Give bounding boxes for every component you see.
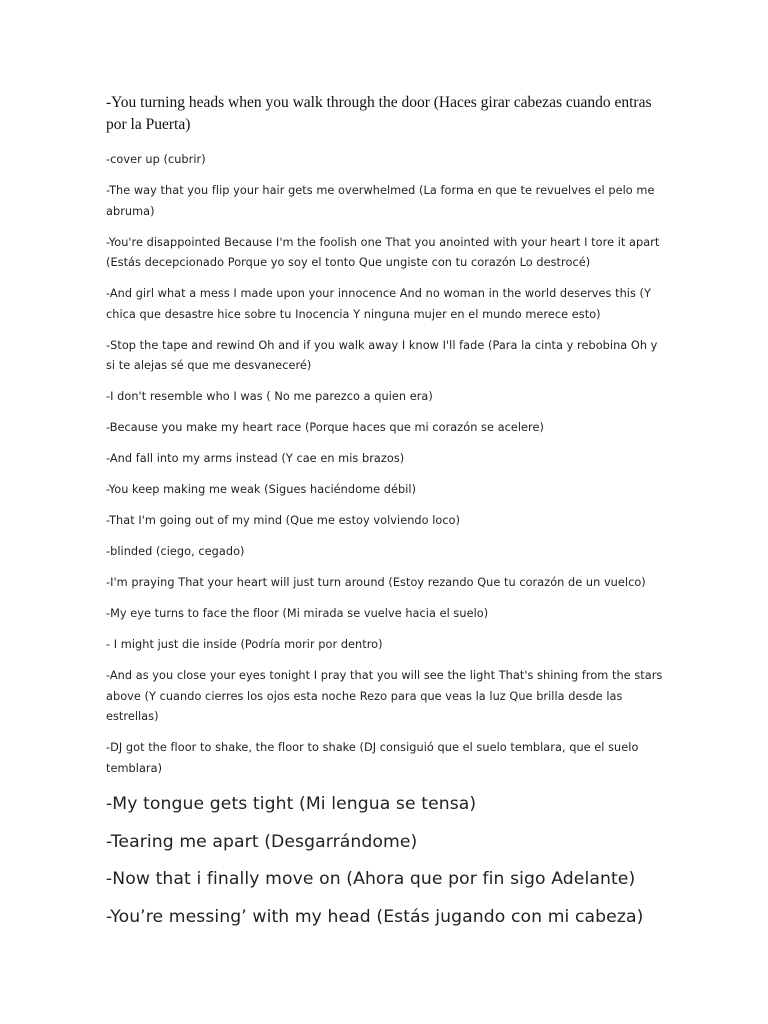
lyric-line: -And as you close your eyes tonight I pray that you will see the light That's shining from the stars above (Y cuando cierres los ojos esta noche Rezo para que veas la luz Que brilla desde las estrellas) bbox=[106, 669, 663, 723]
lyric-line: -Because you make my heart race (Porque haces que mi corazón se acelere) bbox=[106, 421, 544, 434]
lyric-line-large: -My tongue gets tight (Mi lengua se tensa) bbox=[106, 794, 477, 814]
lyric-line: -The way that you flip your hair gets me overwhelmed (La forma en que te revuelves el pelo me abruma) bbox=[106, 184, 655, 218]
intro-line: -You turning heads when you walk through the door (Haces girar cabezas cuando entras por la Puerta) bbox=[106, 94, 652, 133]
lyric-line: -My eye turns to face the floor (Mi mirada se vuelve hacia el suelo) bbox=[106, 607, 489, 620]
lyric-line-large: -You’re messing’ with my head (Estás jugando con mi cabeza) bbox=[106, 906, 644, 927]
lyric-line: -Stop the tape and rewind Oh and if you walk away I know I'll fade (Para la cinta y rebobina Oh y si te alejas sé que me desvaneceré) bbox=[106, 338, 658, 372]
lyric-line-large: -Now that i finally move on (Ahora que por fin sigo Adelante) bbox=[106, 869, 636, 889]
lyric-line: -You keep making me weak (Sigues haciéndome débil) bbox=[106, 483, 417, 496]
lyric-line-large: -Tearing me apart (Desgarrándome) bbox=[106, 831, 418, 852]
lyric-line: -And fall into my arms instead (Y cae en mis brazos) bbox=[106, 452, 405, 465]
lyric-line: -I'm praying That your heart will just turn around (Estoy rezando Que tu corazón de un vuelco) bbox=[106, 576, 646, 589]
lyric-line: - I might just die inside (Podría morir por dentro) bbox=[106, 638, 383, 651]
lyric-line: -cover up (cubrir) bbox=[106, 153, 206, 166]
lyric-line: -You're disappointed Because I'm the foolish one That you anointed with your heart I tore it apart (Estás decepcionado Porque yo soy el tonto Que ungiste con tu corazón Lo destrocé) bbox=[106, 235, 660, 269]
lyric-line: -That I'm going out of my mind (Que me estoy volviendo loco) bbox=[106, 514, 461, 527]
lyric-line: -I don't resemble who I was ( No me parezco a quien era) bbox=[106, 390, 433, 403]
lyric-line: -And girl what a mess I made upon your innocence And no woman in the world deserves this (Y chica que desastre hice sobre tu Inocencia Y ninguna mujer en el mundo merece esto) bbox=[106, 287, 651, 321]
lyric-line: -DJ got the floor to shake, the floor to shake (DJ consiguió que el suelo temblara, que el suelo temblara) bbox=[106, 741, 639, 775]
document-page bbox=[106, 92, 666, 941]
lyric-line: -blinded (ciego, cegado) bbox=[106, 545, 245, 558]
